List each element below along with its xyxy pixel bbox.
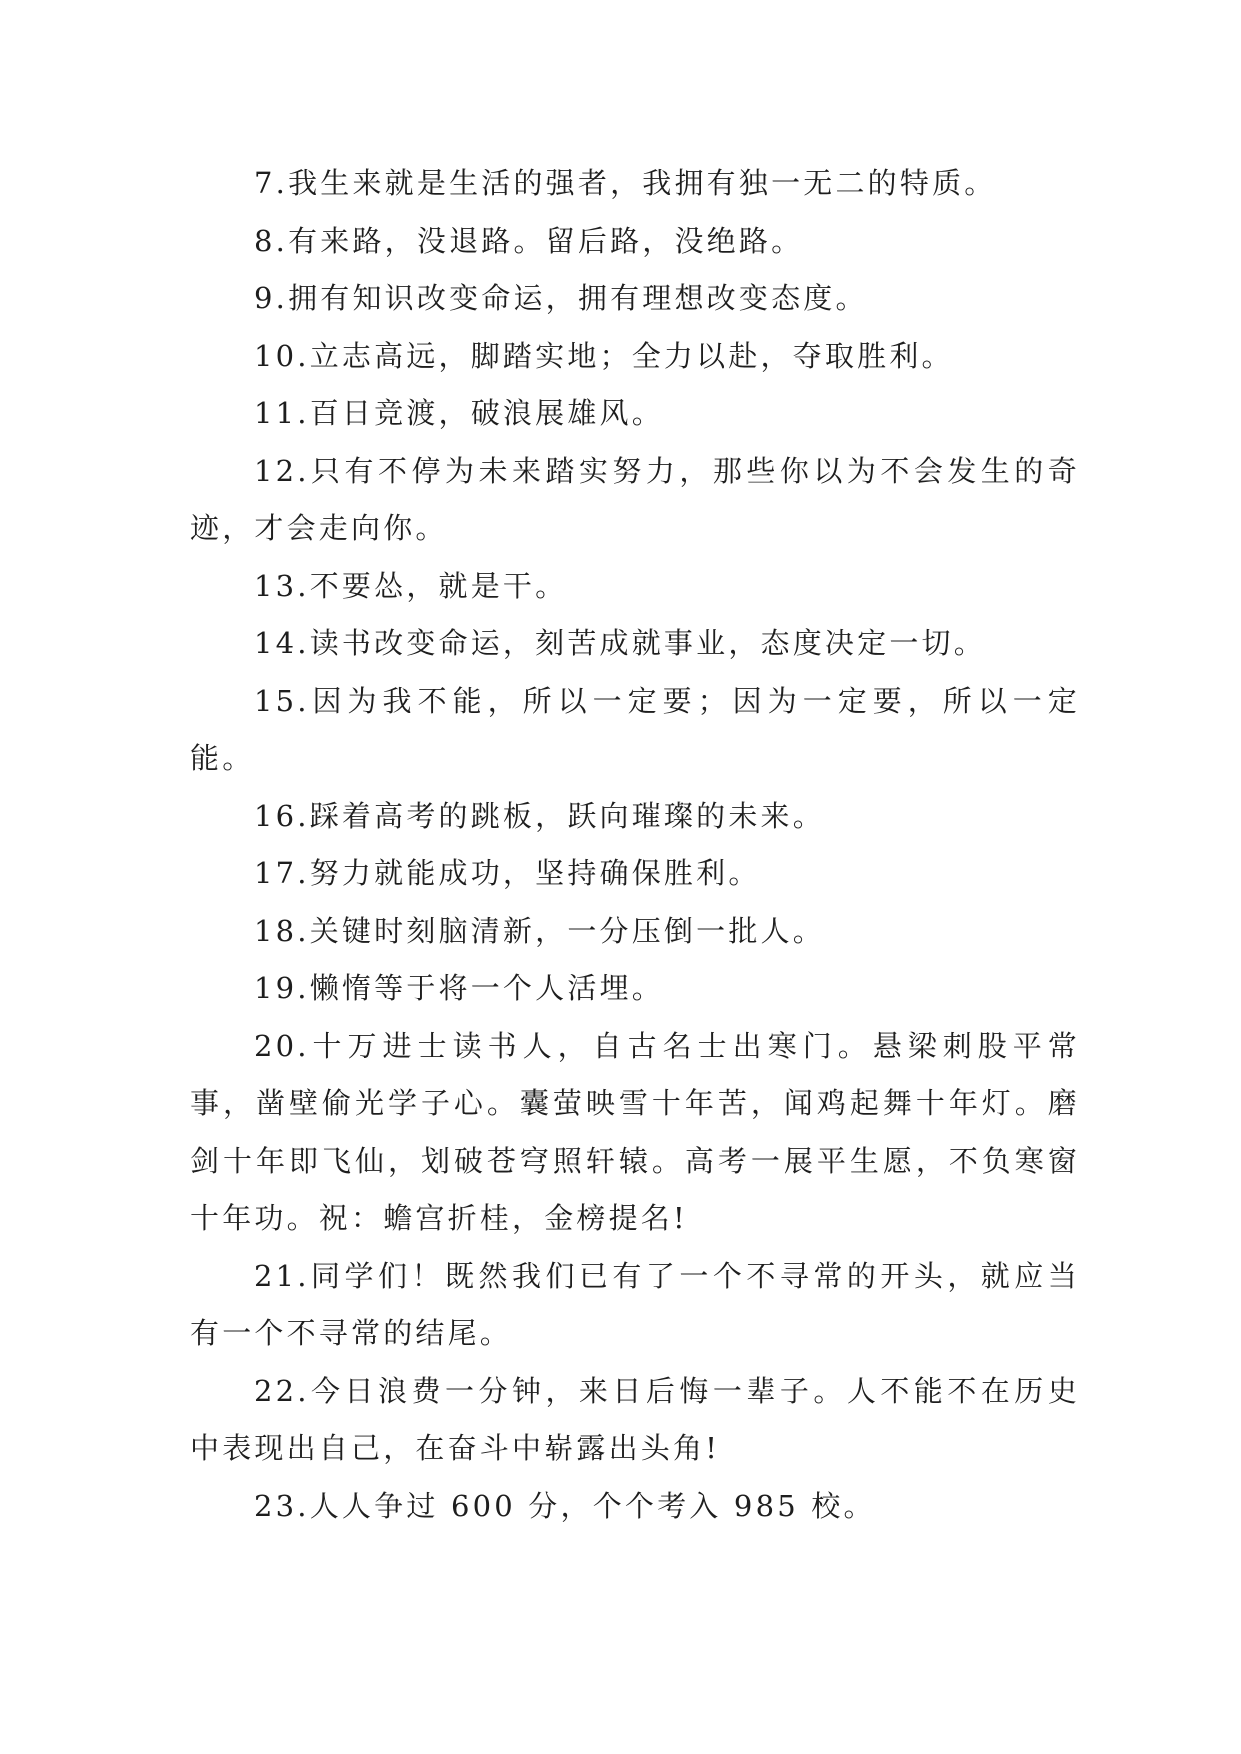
paragraph-7: 7.我生来就是生活的强者，我拥有独一无二的特质。	[254, 166, 997, 200]
paragraph-13: 13.不要怂，就是干。	[254, 568, 568, 603]
paragraph-19: 19.懒惰等于将一个人活埋。	[254, 971, 664, 1005]
paragraph-17: 17.努力就能成功，坚持确保胜利。	[254, 856, 761, 890]
paragraph-23: 23.人人争过 600 分，个个考入 985 校。	[254, 1488, 876, 1523]
paragraph-16: 16.踩着高考的跳板，跃向璀璨的未来。	[254, 798, 825, 833]
paragraph-22: 22.今日浪费一分钟，来日后悔一辈子。人不能不在历史中表现出自己，在奋斗中崭露出头角!	[190, 1373, 1080, 1465]
paragraph-14: 14.读书改变命运，刻苦成就事业，态度决定一切。	[254, 626, 986, 660]
paragraph-10: 10.立志高远，脚踏实地；全力以赴，夺取胜利。	[254, 338, 954, 373]
paragraph-9: 9.拥有知识改变命运，拥有理想改变态度。	[254, 281, 868, 315]
paragraph-8: 8.有来路，没退路。留后路，没绝路。	[254, 223, 804, 258]
paragraph-11: 11.百日竞渡，破浪展雄风。	[254, 396, 664, 430]
paragraph-20: 20.十万进士读书人，自古名士出寒门。悬梁刺股平常事，凿壁偷光学子心。囊萤映雪十年苦，闻鸡起舞十年灯。磨剑十年即飞仙，划破苍穹照轩辕。高考一展平生愿，不负寒窗十年功。祝：蟾宫折桂，金榜提名!	[190, 1028, 1080, 1235]
paragraph-18: 18.关键时刻脑清新，一分压倒一批人。	[254, 913, 825, 948]
paragraph-15: 15.因为我不能，所以一定要；因为一定要，所以一定能。	[190, 683, 1080, 775]
document-body	[190, 155, 1080, 1535]
paragraph-12: 12.只有不停为未来踏实努力，那些你以为不会发生的奇迹，才会走向你。	[190, 453, 1080, 545]
paragraph-21: 21.同学们！既然我们已有了一个不寻常的开头，就应当有一个不寻常的结尾。	[190, 1258, 1080, 1350]
